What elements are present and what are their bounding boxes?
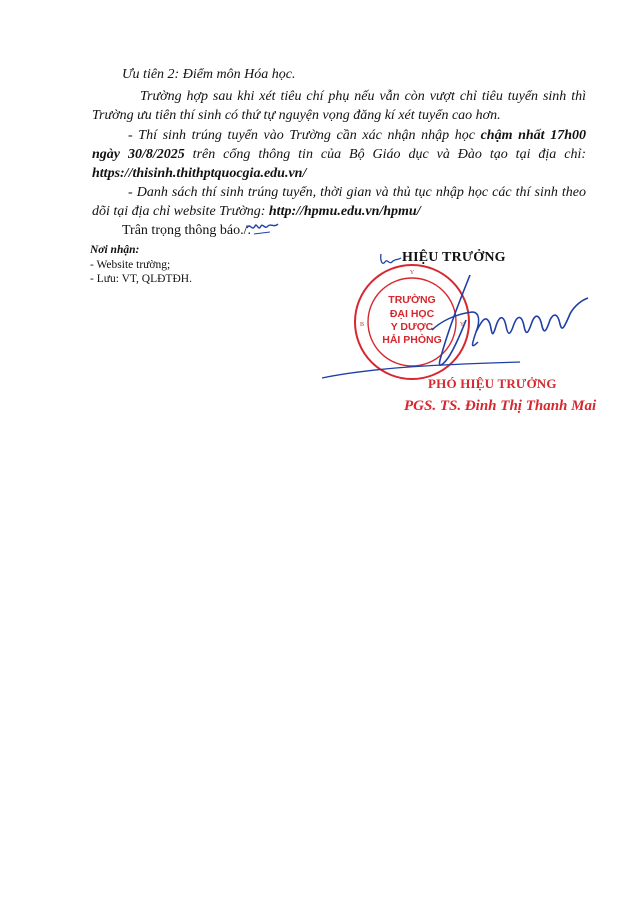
signer-name: PGS. TS. Đinh Thị Thanh Mai xyxy=(404,398,597,414)
deadline-date: ngày 30/8/2025 xyxy=(92,147,185,162)
priority-2-line: Ưu tiên 2: Điểm môn Hóa học. xyxy=(122,67,296,82)
website-url-link[interactable]: http://hpmu.edu.vn/hpmu/ xyxy=(268,204,421,219)
signature-title: HIỆU TRƯỞNG xyxy=(402,250,506,265)
deadline-time: chậm nhất 17h00 xyxy=(480,128,586,143)
closing-line: Trân trọng thông báo./. xyxy=(122,223,251,238)
candidate-list-line: - Danh sách thí sinh trúng tuyển, thời gian và thủ tục nhập học các thí sinh theo xyxy=(128,185,586,200)
signature-subtitle: PHÓ HIỆU TRƯỞNG xyxy=(428,376,557,391)
svg-text:B: B xyxy=(359,322,365,328)
seal-line: HẢI PHÒNG xyxy=(382,334,442,346)
initial-scribble-icon xyxy=(244,214,284,238)
recipient-item: - Website trường; xyxy=(90,259,171,271)
svg-text:Y: Y xyxy=(459,322,465,328)
body-paragraph-line-3: Trường ưu tiên thí sinh có thứ tự nguyện vọng đăng kí xét tuyển cao hơn. xyxy=(92,108,501,123)
seal-line: Y DƯỢC xyxy=(390,321,434,333)
body-paragraph-line-2: Trường hợp sau khi xét tiêu chí phụ nếu vẫn còn vượt chỉ tiêu tuyển sinh thì xyxy=(140,89,586,104)
seal-line: ĐẠI HỌC xyxy=(389,308,435,320)
portal-text: trên cổng thông tin của Bộ Giáo dục và Đào tạo tại địa chỉ: xyxy=(184,147,587,162)
svg-text:Y: Y xyxy=(409,270,415,276)
handwritten-signature-icon xyxy=(320,270,590,390)
portal-url-link[interactable]: https://thisinh.thithptquocgia.edu.vn/ xyxy=(92,166,307,181)
recipients-heading: Nơi nhận: xyxy=(90,244,140,256)
confirm-admission-line xyxy=(128,127,586,145)
seal-line: TRƯỜNG xyxy=(388,294,436,306)
deadline-date-line xyxy=(92,146,586,164)
recipient-item: - Lưu: VT, QLĐTĐH. xyxy=(90,273,192,285)
confirm-admission-text: - Thí sinh trúng tuyển vào Trường cần xác nhận nhập học xyxy=(128,128,481,143)
website-text: dõi tại địa chỉ website Trường: xyxy=(92,204,269,219)
